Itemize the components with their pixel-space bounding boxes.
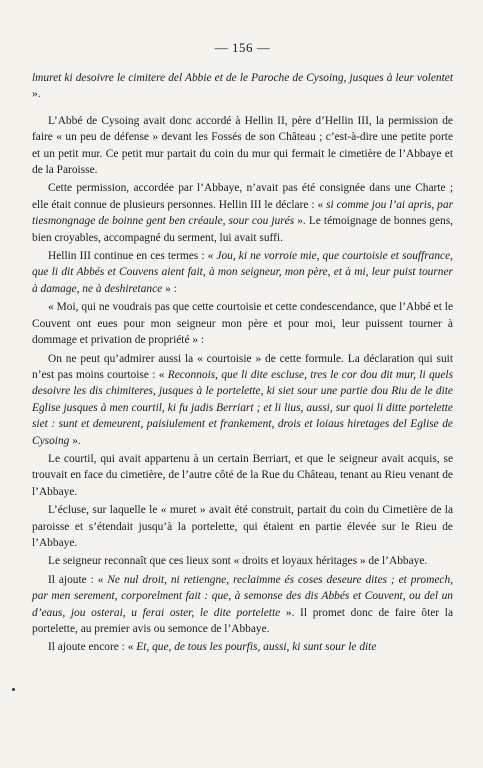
italic-quote: Jou, ki ne vorroie mie, que courtoisie et souffrance, que li dit Abbés et Couvens aient fait, à mon seigneur, mon père, et à mi, leur puist tourner à damage, ne à deshiretance [32,250,454,295]
paragraph-courtil [32,451,453,500]
paragraph-charter-quote-end [32,70,453,103]
text-run: Hellin III continue en ces termes : « [48,250,217,263]
text-run: Il ajoute encore : « [48,641,137,654]
text-run: ». Le témoignage de bonnes gens, bien croyables, accompagné du serment, lui avait suffi. [32,215,454,244]
text-run: Il ajoute : « [48,573,108,586]
italic-quote: Ne nul droit, ni retiengne, reclaimme és coses deseure dites ; et promech, par men serement, corporelment fait : que, à semonse des dis Abbés et Couvent, ou del un d’eaus, jou osterai, u ferai oster, le dite portelette [32,573,453,619]
text-run: » : [162,282,177,295]
text-run: « Moi, qui ne voudrais pas que cette courtoisie et cette condescendance, que l’Abbé et le Couvent ont eues pour mon seigneur mon père et pour moi, leur puissent tourner à dommage et privation de propriété » : [32,301,453,347]
paragraph-courtoisie [32,351,453,449]
italic-quote: si comme jou l’ai apris, par tiesmongnage de boinne gent ben créaule, sour cou jurés [32,198,454,228]
paragraph-hellin-continues [32,248,453,297]
paragraph-abbe-permission [32,113,453,179]
paragraph-il-ajoute [32,572,453,638]
text-run: Le seigneur reconnaît que ces lieux sont « droits et loyaux héritages » de l’Abbaye. [48,555,428,568]
text-run: ». [69,434,81,447]
text-run: Cette permission, accordée par l’Abbaye, n’avait pas été consignée dans une Charte ; elle était connue de plusieurs personnes. Hellin III le déclare : « [32,182,453,211]
text-run: On ne peut qu’admirer aussi la « courtoisie » de cette formule. La déclaration qui suit n’est pas moins courtoise : « [32,352,453,381]
paragraph-ecluse [32,502,453,551]
text-run: L’écluse, sur laquelle le « muret » avait été construit, partait du coin du Cimetière de la paroisse et s’étendait jusqu’à la portelette, qui étaient en partie élevée sur le Rieu de l’Abbaye. [32,504,453,549]
italic-quote: Et, que, de tous les pourfis, aussi, ki sunt sour le dite [136,641,377,654]
paragraph-il-ajoute-encore [32,639,453,655]
text-run: ». [32,88,41,101]
text-run: Le courtil, qui avait appartenu à un certain Berriart, et que le seigneur avait acquis, se trouvait en face du cimetière, de l’autre côté de la Rue du Château, tenant au Rieu venant de l’Abbaye. [32,452,453,498]
text-run: ». Il promet donc de faire ôter la portelette, au premier avis ou semonce de l’Abbaye. [32,606,453,635]
text-run: L’Abbé de Cysoing avait donc accordé à Hellin II, père d’Hellin III, la permission de faire « un peu de défense » devant les Fossés de son Château ; c’est-à-dire une petite porte et un petit mur. Ce petit mur partait du coin du mur qui fermait le cimetière de l’Abbaye et de la Paroisse. [32,114,453,177]
paragraph-translation [32,299,453,348]
italic-quote: Reconnois, que li dite escluse, tres le cor dou dit mur, li quels desoivre les dis chimiteres, jusques à le portelette, ki siet sour une partie dou Riu de le dite Eglise jusques à men courtil, ki fu jadis Berriart ; et li lius, aussi, sur quoi li ditte portelette siet : sunt et demeurent, paisiulement et frankement, drois et loiaus hiretages del Eglise de Cysoing [32,368,453,447]
italic-quote: lmuret ki desoivre le cimitere del Abbie et de le Paroche de Cysoing, jusques à leur volentet [32,72,453,84]
paragraph-permission-testimony [32,180,453,246]
paragraph-heritages [32,553,453,569]
margin-mark [12,688,15,691]
page-number: — 156 — [214,40,271,55]
